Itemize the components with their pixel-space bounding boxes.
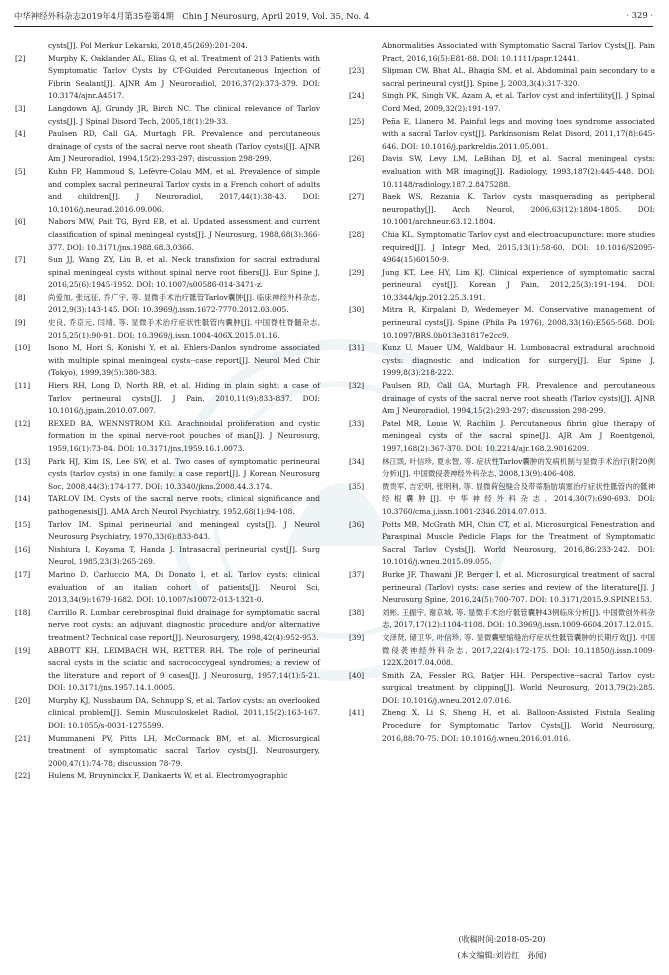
reference-item	[15, 254, 320, 292]
reference-number: [33]	[349, 418, 365, 428]
reference-item	[15, 317, 320, 342]
reference-text: Carrillo R. Lumbar cerebrospinal fluid drainage for symptomatic sacral nerve root cysts: an adjuvant diagnostic procedure and/or alternative treatment? Technical case report[J]. Neurosurgery, 1998,42(4):952-953.	[48, 607, 320, 642]
reference-text: Sun JJ, Wang ZY, Liu B, et al. Neck transfixion for sacral extradural spinal meningeal cysts without spinal nerve root fibers[J]. Eur Spine J, 2016,25(6):1945-1952. DOI: 10.1007/s00586-014-3471-z.	[48, 255, 320, 290]
reference-number: [41]	[349, 708, 365, 718]
reference-number: [15]	[15, 519, 31, 529]
reference-item	[15, 40, 320, 53]
reference-number: [36]	[349, 519, 365, 529]
reference-number: [9]	[15, 318, 26, 328]
reference-text: Patel MR, Louie W, Rachlin J. Percutaneous fibrin glue therapy of meningeal cysts of the sacral spine[J]. AJR Am J Roentgenol, 1997,168(2):367-370. DOI: 10.2214/ajr.168.2.9016209.	[382, 418, 655, 453]
reference-item	[349, 670, 655, 708]
reference-item	[349, 418, 655, 456]
reference-text: Jung KT, Lee HY, Lim KJ. Clinical experience of symptomatic sacral perineural cyst[J]. Korean J Pain, 2012,25(3):191-194. DOI: 10.3344/kjp.2012.25.3.191.	[382, 267, 655, 302]
reference-text: Abnormalities Associated with Symptomatic Sacral Tarlov Cysts[J]. Pain Pract, 2016,16(5):E81-88. DOI: 10.1111/papr.12441.	[382, 41, 655, 63]
header-divider	[14, 26, 653, 27]
reference-column-right	[349, 40, 655, 975]
reference-item	[349, 607, 655, 632]
reference-number: [13]	[15, 456, 31, 466]
reference-number: [27]	[349, 192, 365, 202]
reference-number: [23]	[349, 66, 365, 76]
reference-item	[15, 216, 320, 254]
reference-number: [25]	[349, 116, 365, 126]
reference-item	[15, 342, 320, 380]
reference-item	[349, 191, 655, 229]
reference-number: [24]	[349, 91, 365, 101]
reference-text: 史良, 乔京元, 闫靖, 等. 显微手术治疗症状性骶管内囊肿[J]. 中国脊柱脊髓杂志, 2015,25(1):90-91. DOI: 10.3969/j.issn.1004-406X.2015.01.16.	[48, 318, 320, 340]
reference-item	[15, 128, 320, 166]
reference-number: [7]	[15, 255, 26, 265]
reference-number: [37]	[349, 569, 365, 579]
reference-number: [10]	[15, 343, 31, 353]
reference-number: [18]	[15, 607, 31, 617]
reference-number: [31]	[349, 343, 365, 353]
reference-item	[15, 770, 320, 783]
reference-item	[349, 632, 655, 670]
reference-item	[15, 53, 320, 103]
reference-text: 文泽贤, 储卫华, 叶信珍, 等. 显微囊壁缩缝治疗症状性骶管囊肿的长期疗效[J]. 中国微侵袭神经外科杂志, 2017,22(4):172-175. DOI: 10.11850/j.issn.1009-122X.2017.04.008.	[382, 632, 655, 668]
reference-number: [39]	[349, 632, 365, 642]
reference-item	[349, 380, 655, 418]
reference-item	[349, 267, 655, 305]
reference-text: Davis SW, Levy LM, LeBihan DJ, et al. Sacral meningeal cysts: evaluation with MR imaging[J]. Radiology, 1993,187(2):445-448. DOI: 10.1148/radiology.187.2.8475288.	[382, 154, 655, 189]
reference-item	[349, 342, 655, 380]
reference-number: [16]	[15, 544, 31, 554]
reference-text: 刘彬, 王振宇, 谢京城, 等. 显微手术治疗骶管囊肿43例临床分析[J]. 中国微创外科杂志, 2017,17(12):1104-1108. DOI: 10.3969/j.issn.1009-6604.2017.12.015.	[382, 607, 655, 630]
reference-item	[349, 707, 655, 745]
reference-item	[15, 292, 320, 317]
reference-item	[349, 40, 655, 65]
reference-number: [20]	[15, 695, 31, 705]
reference-number: [3]	[15, 103, 26, 113]
reference-text: Isono M, Hori S, Konishi Y, et al. Ehlers-Danlos syndrome associated with multiple spinal meningeal cysts--case report[J]. Neurol Med Chir (Tokyo), 1999,39(5):380-383.	[48, 343, 320, 378]
reference-text: Nabors MW, Pait TG, Byrd EB, et al. Updated assessment and current classification of spinal meningeal cysts[J]. J Neurosurg, 1988,68(3):366-377. DOI: 10.3171/jns.1988.68.3.0366.	[48, 217, 320, 252]
running-header	[14, 10, 653, 24]
reference-item	[349, 153, 655, 191]
reference-text: Potts MB, McGrath MH, Chin CT, et al. Microsurgical Fenestration and Paraspinal Muscle Pedicle Flaps for the Treatment of Symptomatic Sacral Tarlov Cysts[J]. World Neurosurg, 2016,86:233-242. DOI: 10.1016/j.wneu.2015.09.055.	[382, 519, 655, 567]
reference-text: Chia KL. Symptomatic Tarlov cyst and electroacupuncture: more studies required[J]. J Integr Med, 2015,13(1):58-60. DOI: 10.1016/S2095-4964(15)60150-9.	[382, 229, 655, 265]
reference-text: Paulsen RD, Call GA, Murtagh FR. Prevalence and percutaneous drainage of cysts of the sacral nerve root sheath (Tarlov cysts)[J]. AJNR Am J Neuroradiol, 1994,15(2):293-297; discussion 298-299.	[382, 381, 655, 416]
reference-text: Paulsen RD, Call GA, Murtagh FR. Prevalence and percutaneous drainage of cysts of the sacral nerve root sheath (Tarlov cysts)[J]. AJNR Am J Neuroradiol, 1994,15(2):293-297; discussion 298-299.	[48, 129, 320, 164]
reference-item	[15, 569, 320, 607]
reference-number: [28]	[349, 229, 365, 239]
page-number: · 329 ·	[626, 10, 653, 20]
reference-item	[349, 304, 655, 342]
reference-number: [32]	[349, 381, 365, 391]
reference-text: Kunz U, Mauer UM, Waldbaur H. Lumbosacral extradural arachnoid cysts: diagnostic and indication for surgery[J]. Eur Spine J, 1999,8(3):218-222.	[382, 343, 655, 378]
reference-number: [8]	[15, 292, 26, 302]
received-date: (收稿时间:2018-05-20)	[458, 935, 546, 944]
reference-number: [11]	[15, 381, 31, 391]
reference-item	[349, 90, 655, 115]
reference-item	[15, 380, 320, 418]
reference-text: Baek WS, Rezania K. Tarlov cysts masquerading as peripheral neuropathy[J]. Arch Neurol, 2006,63(12):1804-1805. DOI: 10.1001/archneur.63.12.1804.	[382, 192, 655, 227]
reference-item	[349, 229, 655, 267]
reference-text: TARLOV IM. Cysts of the sacral nerve roots; clinical significance and pathogenesis[J]. AMA Arch Neurol Psychiatry, 1952,68(1):94-108.	[48, 494, 320, 516]
reference-item	[15, 607, 320, 645]
reference-text: Tarlov IM. Spinal perineurial and meningeal cysts[J]. J Neurol Neurosurg Psychiatry, 1970,33(6):833-843.	[48, 519, 320, 542]
reference-text: Murphy K, Oaklander AL, Elias G, et al. Treatment of 213 Patients with Symptomatic Tarlov Cysts by CT-Guided Percutaneous Injection of Fibrin Sealant[J]. AJNR Am J Neuroradiol, 2016,37(2):373-379. DOI: 10.3174/ajnr.A4517.	[48, 53, 320, 101]
reference-item	[15, 645, 320, 695]
reference-number: [21]	[15, 733, 31, 743]
reference-number: [26]	[349, 154, 365, 164]
reference-text: Zheng X, Li S, Sheng H, et al. Balloon-Assisted Fistula Sealing Procedure for Symptomatic Tarlov Cysts[J]. World Neurosurg, 2016,88:70-75. DOI: 10.1016/j.wneu.2016.01.016.	[382, 708, 655, 743]
reference-number: [38]	[349, 607, 365, 617]
reference-item	[349, 519, 655, 569]
reference-text: Peña E, Llanero M. Painful legs and moving toes syndrome associated with a sacral Tarlov cyst[J]. Parkinsonism Relat Disord, 2011,17(8):645-646. DOI: 10.1016/j.parkreldis.2011.05.001.	[382, 116, 655, 151]
reference-text: Hiers RH, Long D, North RB, et al. Hiding in plain sight: a case of Tarlov perineural cysts[J]. J Pain, 2010,11(9):833-837. DOI: 10.1016/j.jpain.2010.07.007.	[48, 381, 320, 416]
reference-text: Kuhn FP, Hammoud S, Lefèvre-Colau MM, et al. Prevalence of simple and complex sacral perineural Tarlov cysts in a French cohort of adults and children[J]. J Neuroradiol, 2017,44(1):38-43. DOI: 10.1016/j.neurad.2016.09.006.	[48, 166, 320, 214]
reference-text: Langdown AJ, Grundy JR, Birch NC. The clinical relevance of Tarlov cysts[J]. J Spinal Disord Tech, 2005,18(1):29-33.	[48, 103, 320, 126]
reference-text: Marino D, Carluccio MA, Di Donato I, et al. Tarlov cysts: clinical evaluation of an italian cohort of patients[J]. Neurol Sci, 2013,34(9):1679-1682. DOI: 10.1007/s10072-013-1321-0.	[48, 569, 320, 605]
reference-item	[15, 733, 320, 771]
reference-number: [12]	[15, 418, 31, 428]
reference-text: 林江凯, 叶信珍, 夏永智, 等. 症状性Tarlov囊肿的发病机制与显微手术治疗(附20例分析)[J]. 中国微侵袭神经外科杂志, 2008,13(9):406-408.	[382, 456, 655, 479]
reference-item	[15, 418, 320, 456]
reference-text: Murphy KJ, Nussbaum DA, Schnupp S, et al. Tarlov cysts: an overlooked clinical problem[J]. Semin Musculoskelet Radiol, 2011,15(2):163-167. DOI: 10.1055/s-0031-1275599.	[48, 695, 320, 731]
reference-text: Park HJ, Kim IS, Lee SW, et al. Two cases of symptomatic perineural cysts (tarlov cysts) in one family: a case report[J]. J Korean Neurosurg Soc, 2008,44(3):174-177. DOI: 10.3340/jkns.2008.44.3.174.	[48, 456, 320, 491]
reference-text: Singh PK, Singh VK, Azam A, et al. Tarlov cyst and infertility[J]. J Spinal Cord Med, 2009,32(2):191-197.	[382, 91, 655, 113]
reference-text: 尚爱加, 张远征, 乔广宇, 等. 显微手术治疗骶管Tarlov囊肿[J]. 临床神经外科杂志, 2012,9(3):143-145. DOI: 10.3969/j.issn.1672-7770.2012.03.005.	[48, 292, 320, 315]
reference-item	[15, 493, 320, 518]
reference-text: Mitra R, Kirpalani D, Wedemeyer M. Conservative management of perineural cysts[J]. Spine (Phila Pa 1976), 2008,33(16):E565-568. DOI: 10.1097/BRS.0b013e31817e2cc9.	[382, 305, 655, 340]
reference-number: [5]	[15, 166, 26, 176]
reference-number: [22]	[15, 771, 31, 781]
reference-text: cysts[J]. Pol Merkur Lekarski, 2018,45(269):201-204.	[48, 41, 248, 50]
reference-item	[349, 456, 655, 481]
reference-number: [17]	[15, 569, 31, 579]
reference-item	[349, 116, 655, 154]
reference-item	[15, 456, 320, 494]
reference-number: [40]	[349, 670, 365, 680]
reference-number: [29]	[349, 267, 365, 277]
reference-item	[15, 166, 320, 216]
reference-text: Burke JF, Thawani JP, Berger I, et al. Microsurgical treatment of sacral perineural (Tarlov) cysts: case series and review of the literature[J]. J Neurosurg Spine, 2016,24(5):700-707. DOI: 10.3171/2015.9.SPINE153.	[382, 569, 655, 605]
reference-item	[349, 481, 655, 519]
reference-text: Slipman CW, Bhat AL, Bhagia SM, et al. Abdominal pain secondary to a sacral perineural cyst[J]. Spine J, 2003,3(4):317-320.	[382, 66, 655, 88]
reference-item	[15, 519, 320, 544]
editor-credit: (本文编辑:刘岩红 孙闻)	[457, 951, 547, 960]
reference-number: [2]	[15, 53, 26, 63]
reference-item	[349, 65, 655, 90]
reference-number: [30]	[349, 305, 365, 315]
reference-text: Nishiura I, Koyama T, Handa J. Intrasacral perineurial cyst[J]. Surg Neurol, 1985,23(3):265-269.	[48, 544, 320, 567]
journal-citation-line: 中华神经外科杂志2019年4月第35卷第4期 Chin J Neurosurg, April 2019, Vol. 35, No. 4	[14, 11, 370, 21]
reference-item	[15, 103, 320, 128]
reference-number: [35]	[349, 481, 365, 491]
reference-number: [4]	[15, 129, 26, 139]
reference-number: [34]	[349, 456, 365, 466]
reference-number: [14]	[15, 494, 31, 504]
reference-column-left	[15, 40, 320, 975]
reference-text: REXED BA, WENNSTROM KG. Arachnoidal proliferation and cystic formation in the spinal nerve-root pouches of man[J]. J Neurosurg, 1959,16(1):73-84. DOI: 10.3171/jns.1959.16.1.0073.	[48, 418, 320, 453]
reference-text: Smith ZA, Fessler RG, Batjer HH. Perspective--sacral Tarlov cyst: surgical treatment by clipping[J]. World Neurosurg, 2013,79(2):285. DOI: 10.1016/j.wneu.2012.07.016.	[382, 670, 655, 705]
reference-text: 贾贵军, 吉宏明, 张明利, 等. 显微荷包缝合及带蒂脂肪填塞治疗症状性骶管内的骶神经根囊肿[J]. 中华神经外科杂志, 2014,30(7):690-693. DOI: 10.3760/cma.j.issn.1001-2346.2014.07.013.	[382, 481, 655, 516]
reference-item	[15, 544, 320, 569]
reference-text: ABBOTT KH, LEIMBACH WH, RETTER RH. The role of perineurial sacral cysts in the sciatic and sacrococcygeal syndromes; a review of the literature and report of 9 cases[J]. J Neurosurg, 1957,14(1):5-21. DOI: 10.3171/jns.1957.14.1.0005.	[48, 645, 320, 693]
reference-number: [19]	[15, 645, 31, 655]
reference-text: Mummaneni PV, Pitts LH, McCormack BM, et al. Microsurgical treatment of symptomatic sacral Tarlov cysts[J]. Neurosurgery, 2000,47(1):74-78; discussion 78-79.	[48, 733, 320, 768]
reference-item	[15, 695, 320, 733]
reference-item	[349, 569, 655, 607]
reference-number: [6]	[15, 217, 26, 227]
reference-text: Hulens M, Bruyninckx F, Dankaerts W, et al. Electromyographic	[48, 771, 288, 781]
